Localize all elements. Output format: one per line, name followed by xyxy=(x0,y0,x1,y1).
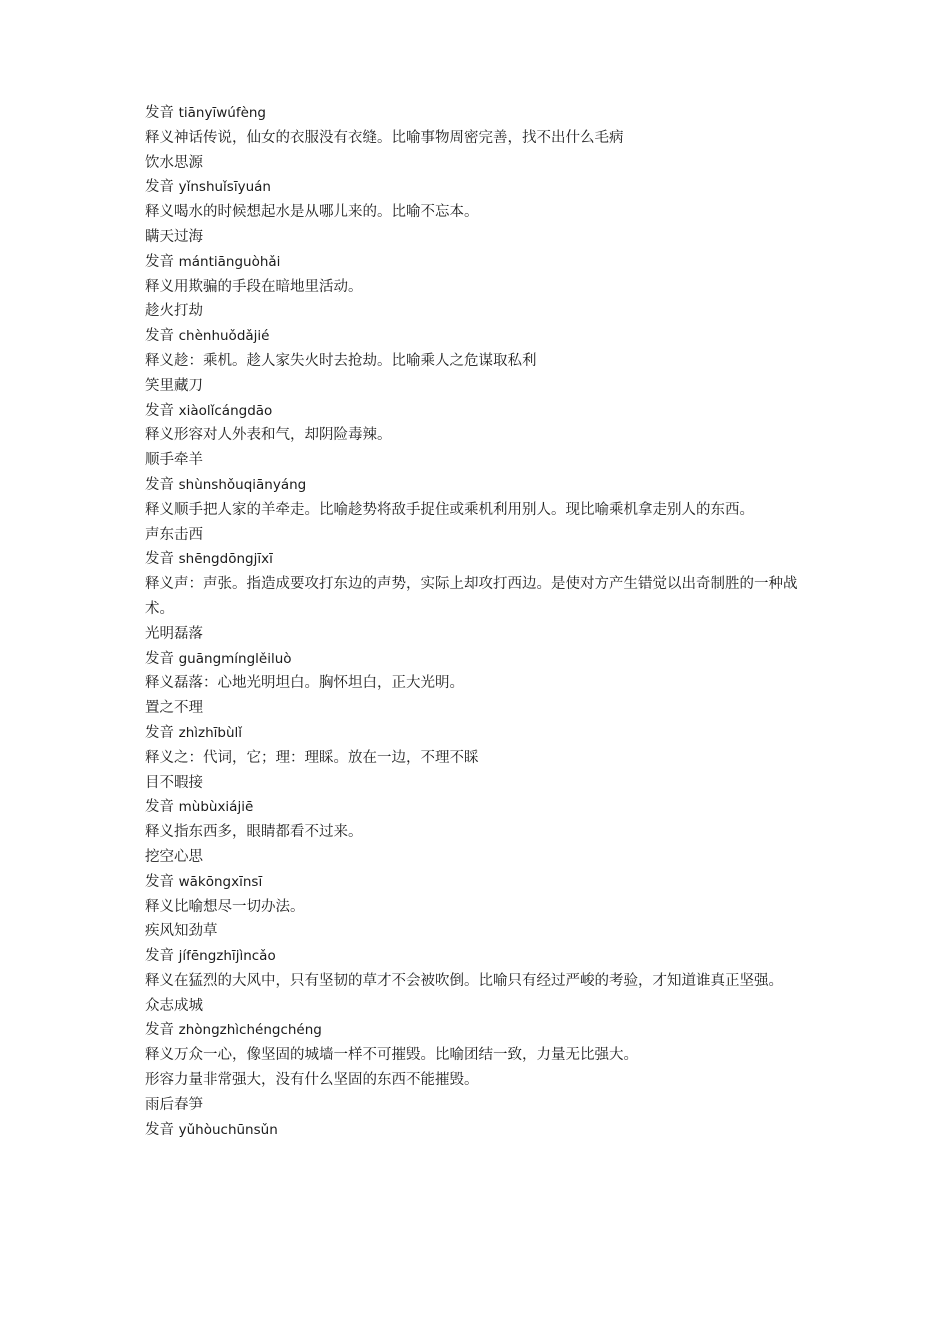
pronunciation-line xyxy=(145,647,825,672)
line-text: 雨后春笋 xyxy=(145,1096,203,1113)
definition-line xyxy=(145,820,825,845)
definition-line xyxy=(145,572,825,622)
pinyin-text: mùbùxiájiē xyxy=(178,799,254,816)
pronunciation-line xyxy=(145,1118,825,1143)
line-text: 置之不理 xyxy=(145,700,203,717)
idiom-title xyxy=(145,919,825,944)
pronunciation-label: 发音 xyxy=(145,179,179,196)
line-text: 释义顺手把人家的羊牵走。比喻趁势将敌手捉住或乘机利用别人。现比喻乘机拿走别人的东西。 xyxy=(145,501,754,518)
pronunciation-label: 发音 xyxy=(145,328,179,345)
pronunciation-label: 发音 xyxy=(145,551,179,568)
definition-line xyxy=(145,746,825,771)
line-text: 释义神话传说，仙女的衣服没有衣缝。比喻事物周密完善，找不出什么毛病 xyxy=(145,129,624,146)
line-text: 释义用欺骗的手段在暗地里活动。 xyxy=(145,278,363,295)
pronunciation-line xyxy=(145,547,825,572)
pronunciation-line xyxy=(145,101,825,126)
definition-line xyxy=(145,275,825,300)
idiom-title xyxy=(145,151,825,176)
pronunciation-line xyxy=(145,870,825,895)
line-text: 光明磊落 xyxy=(145,625,203,642)
line-text: 释义在猛烈的大风中，只有坚韧的草才不会被吹倒。比喻只有经过严峻的考验，才知道谁真正坚强。 xyxy=(145,972,783,989)
line-text: 释义声：声张。指造成要攻打东边的声势，实际上却攻打西边。是使对方产生错觉以出奇制胜的一种战术。 xyxy=(145,576,798,617)
pronunciation-label: 发音 xyxy=(145,1022,179,1039)
definition-line xyxy=(145,1043,825,1068)
line-text: 释义磊落：心地光明坦白。胸怀坦白，正大光明。 xyxy=(145,675,464,692)
line-text: 释义喝水的时候想起水是从哪儿来的。比喻不忘本。 xyxy=(145,204,479,221)
pronunciation-line xyxy=(145,944,825,969)
idiom-title xyxy=(145,622,825,647)
pronunciation-label: 发音 xyxy=(145,799,179,816)
line-text: 饮水思源 xyxy=(145,154,203,171)
line-text: 释义比喻想尽一切办法。 xyxy=(145,898,305,915)
line-text: 顺手牵羊 xyxy=(145,452,203,469)
idiom-title xyxy=(145,299,825,324)
pinyin-text: yǐnshuǐsīyuán xyxy=(178,179,271,196)
pronunciation-label: 发音 xyxy=(145,873,179,890)
pronunciation-line xyxy=(145,795,825,820)
line-text: 疾风知劲草 xyxy=(145,923,218,940)
pinyin-text: shēngdōngjīxī xyxy=(178,551,273,568)
idiom-title xyxy=(145,845,825,870)
definition-line xyxy=(145,349,825,374)
pronunciation-label: 发音 xyxy=(145,724,179,741)
line-text: 释义形容对人外表和气，却阴险毒辣。 xyxy=(145,427,392,444)
definition-line xyxy=(145,1068,825,1093)
pronunciation-line xyxy=(145,324,825,349)
pronunciation-label: 发音 xyxy=(145,402,179,419)
idiom-title xyxy=(145,994,825,1019)
document-body xyxy=(145,101,825,1142)
idiom-title xyxy=(145,374,825,399)
definition-line xyxy=(145,200,825,225)
line-text: 释义趁：乘机。趁人家失火时去抢劫。比喻乘人之危谋取私利 xyxy=(145,352,537,369)
idiom-title xyxy=(145,523,825,548)
pronunciation-label: 发音 xyxy=(145,1121,179,1138)
pinyin-text: zhòngzhìchéngchéng xyxy=(178,1022,322,1039)
pronunciation-label: 发音 xyxy=(145,476,179,493)
line-text: 声东击西 xyxy=(145,526,203,543)
pronunciation-line xyxy=(145,1018,825,1043)
pronunciation-label: 发音 xyxy=(145,105,179,121)
definition-line xyxy=(145,895,825,920)
pinyin-text: mántiānguòhǎi xyxy=(178,253,281,270)
pinyin-text: xiàolǐcángdāo xyxy=(178,402,273,419)
pronunciation-label: 发音 xyxy=(145,253,179,270)
line-text: 笑里藏刀 xyxy=(145,377,203,394)
pronunciation-line xyxy=(145,250,825,275)
pronunciation-line xyxy=(145,721,825,746)
pinyin-text: chènhuǒdǎjié xyxy=(178,328,270,345)
pronunciation-line xyxy=(145,175,825,200)
pinyin-text: tiānyīwúfèng xyxy=(178,105,267,121)
line-text: 众志成城 xyxy=(145,997,203,1014)
line-text: 形容力量非常强大，没有什么坚固的东西不能摧毁。 xyxy=(145,1072,479,1089)
idiom-title xyxy=(145,696,825,721)
line-text: 目不暇接 xyxy=(145,774,203,791)
definition-line xyxy=(145,423,825,448)
line-text: 释义之：代词，它；理：理睬。放在一边，不理不睬 xyxy=(145,749,479,766)
line-text: 瞒天过海 xyxy=(145,228,203,245)
pinyin-text: yǔhòuchūnsǔn xyxy=(178,1121,278,1138)
pinyin-text: guāngmínglěiluò xyxy=(178,650,292,667)
idiom-title xyxy=(145,448,825,473)
line-text: 挖空心思 xyxy=(145,848,203,865)
idiom-title xyxy=(145,1093,825,1118)
line-text: 释义指东西多，眼睛都看不过来。 xyxy=(145,824,363,841)
definition-line xyxy=(145,126,825,151)
pronunciation-label: 发音 xyxy=(145,948,179,965)
line-text: 趁火打劫 xyxy=(145,303,203,320)
pinyin-text: jífēngzhījìncǎo xyxy=(178,948,276,965)
pronunciation-line xyxy=(145,473,825,498)
idiom-title xyxy=(145,771,825,796)
definition-line xyxy=(145,671,825,696)
pronunciation-label: 发音 xyxy=(145,650,179,667)
pronunciation-line xyxy=(145,399,825,424)
pinyin-text: wākōngxīnsī xyxy=(178,873,263,890)
definition-line xyxy=(145,969,825,994)
pinyin-text: shùnshǒuqiānyáng xyxy=(178,476,307,493)
pinyin-text: zhìzhībùlǐ xyxy=(178,724,243,741)
definition-line xyxy=(145,498,825,523)
idiom-title xyxy=(145,225,825,250)
line-text: 释义万众一心，像坚固的城墙一样不可摧毁。比喻团结一致，力量无比强大。 xyxy=(145,1047,638,1064)
